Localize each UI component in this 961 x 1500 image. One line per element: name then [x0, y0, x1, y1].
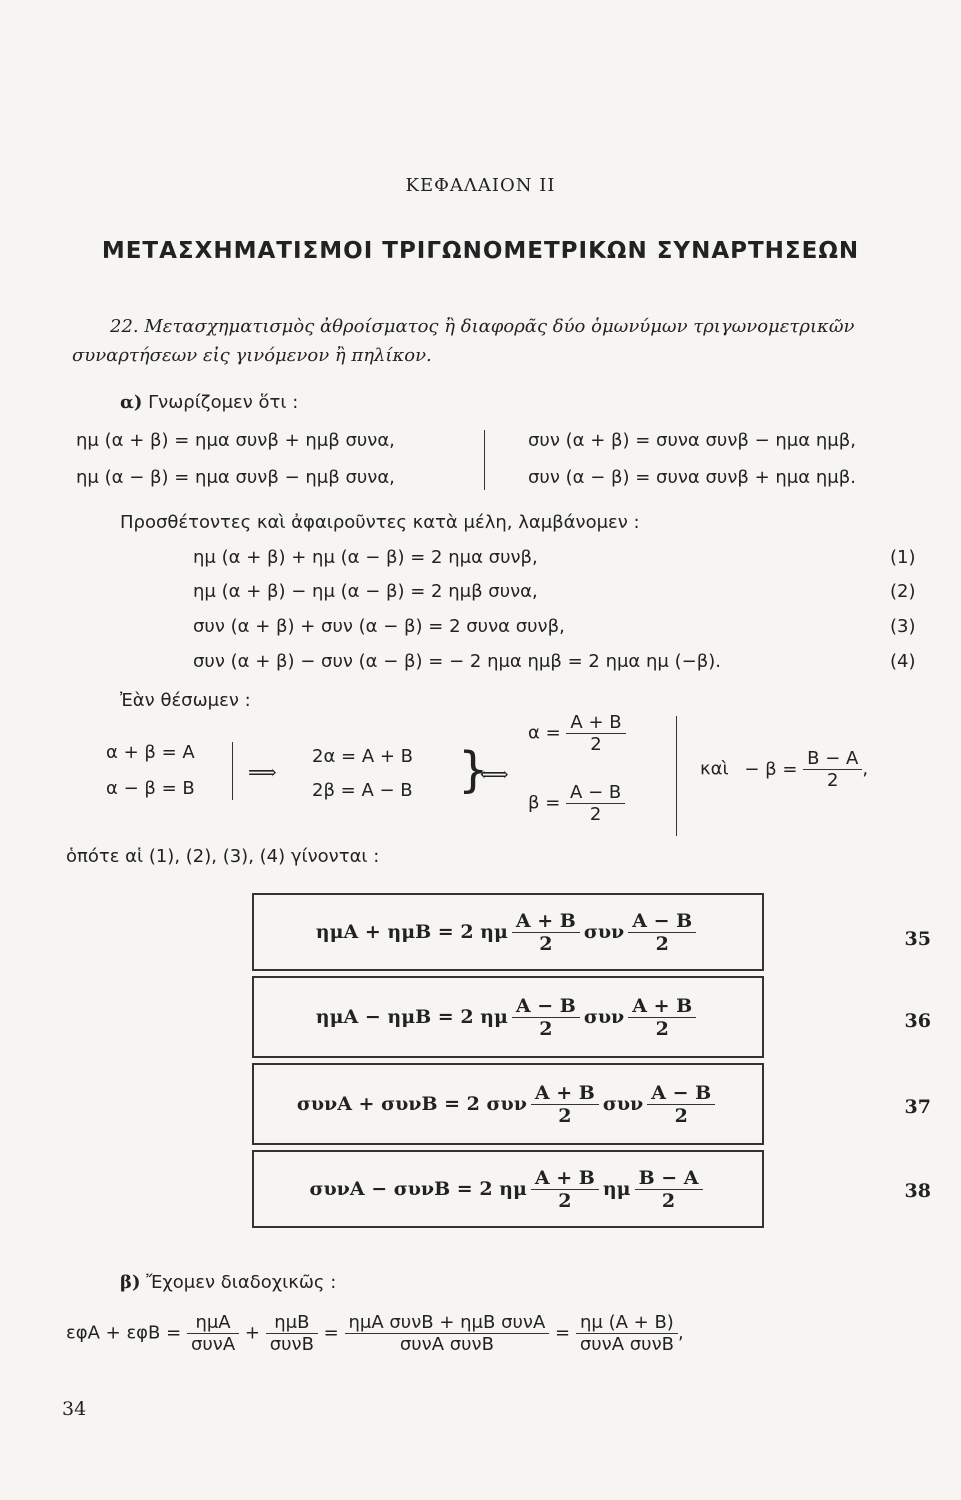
tangent-term3 — [345, 1312, 550, 1355]
formula-35-lhs: ημA + ημB = 2 ημ — [315, 921, 508, 943]
alpha-fraction — [566, 712, 625, 755]
tangent-term1-num: ημA — [195, 1312, 231, 1333]
substitution-bar — [232, 742, 233, 800]
formula-35-mid: συν — [583, 921, 625, 943]
part-b-intro — [120, 1272, 336, 1293]
equation-1: ημ (α + β) + ημ (α − β) = 2 ημα συνβ, — [193, 547, 538, 568]
formula-number-35: 35 — [904, 928, 931, 950]
equivalence-arrow: ⟺ — [480, 762, 509, 786]
equation-4: συν (α + β) − συν (α − β) = − 2 ημα ημβ = 2 ημα ημ (−β). — [193, 651, 721, 672]
formula-35-frac1-den: 2 — [512, 932, 580, 955]
formula-35-frac2 — [628, 910, 696, 955]
system-brace: } — [458, 742, 489, 798]
formula-37-frac1 — [531, 1082, 599, 1127]
formula-38-frac2-num: B − A — [638, 1166, 699, 1189]
tangent-sum-equation — [66, 1312, 684, 1355]
formula-35-frac2-num: A − B — [632, 909, 693, 932]
formula-number-37: 37 — [904, 1096, 931, 1118]
tangent-lhs: εφA + εφB = — [66, 1322, 182, 1344]
tangent-term2 — [266, 1312, 318, 1355]
tangent-term2-num: ημB — [274, 1312, 310, 1333]
beta-lhs: β = — [528, 792, 561, 814]
formula-37-frac2-num: A − B — [651, 1081, 712, 1104]
tangent-term3-den: συνA συνB — [345, 1333, 550, 1355]
identity-left-2: ημ (α − β) = ημα συνβ − ημβ συνα, — [76, 467, 395, 488]
equation-4-number: (4) — [890, 651, 916, 672]
identity-left-1: ημ (α + β) = ημα συνβ + ημβ συνα, — [76, 430, 395, 451]
system-1: 2α = A + B — [312, 746, 414, 767]
formula-35-frac2-den: 2 — [628, 932, 696, 955]
formula-38-frac1-den: 2 — [531, 1189, 599, 1212]
solution-bar — [676, 716, 677, 836]
tangent-term4-den: συνA συνB — [576, 1333, 678, 1355]
tangent-term3-num: ημA συνB + ημB συνA — [348, 1312, 546, 1333]
equation-2: ημ (α + β) − ημ (α − β) = 2 ημβ συνα, — [193, 581, 538, 602]
formula-36-frac2 — [628, 995, 696, 1040]
tangent-plus: + — [244, 1322, 260, 1344]
if-set-text: Ἐὰν θέσωμεν : — [120, 690, 251, 711]
formula-36-mid: συν — [583, 1006, 625, 1028]
formula-number-36: 36 — [904, 1010, 931, 1032]
beta-fraction — [566, 782, 625, 825]
equation-3-number: (3) — [890, 616, 916, 637]
tangent-comma: , — [677, 1322, 684, 1344]
formula-36-frac2-den: 2 — [628, 1017, 696, 1040]
and-word: καὶ — [700, 758, 729, 780]
formula-number-38: 38 — [904, 1180, 931, 1202]
negbeta-comma: , — [862, 758, 869, 780]
beta-numerator: A − B — [570, 782, 622, 803]
substitution-2: α − β = B — [106, 778, 195, 799]
negbeta-solution — [700, 748, 868, 791]
section-heading-line2: συναρτήσεων εἰς γινόμενον ἢ πηλίκον. — [72, 345, 432, 366]
formula-36-frac1 — [512, 995, 580, 1040]
then-text: ὁπότε αἱ (1), (2), (3), (4) γίνονται : — [66, 846, 380, 867]
formula-38-frac1 — [531, 1167, 599, 1212]
formula-38-frac2 — [635, 1167, 703, 1212]
tangent-term1 — [187, 1312, 239, 1355]
formula-36-frac2-num: A + B — [632, 994, 693, 1017]
tangent-term4 — [576, 1312, 678, 1355]
formula-36-frac1-num: A − B — [515, 994, 576, 1017]
formula-box-36 — [252, 976, 764, 1058]
beta-denominator: 2 — [566, 803, 625, 825]
formula-38-lhs: συνA − συνB = 2 ημ — [309, 1178, 527, 1200]
chapter-label: ΚΕΦΑΛΑΙΟΝ ΙΙ — [405, 175, 556, 196]
formula-37-frac1-num: A + B — [534, 1081, 595, 1104]
equation-1-number: (1) — [890, 547, 916, 568]
tangent-term2-den: συνB — [266, 1333, 318, 1355]
formula-36-frac1-den: 2 — [512, 1017, 580, 1040]
equation-3: συν (α + β) + συν (α − β) = 2 συνα συνβ, — [193, 616, 565, 637]
implies-arrow: ⟹ — [248, 760, 277, 784]
identity-divider — [484, 430, 485, 490]
part-a-intro-text: Γνωρίζομεν ὅτι : — [148, 392, 299, 413]
identity-right-1: συν (α + β) = συνα συνβ − ημα ημβ, — [528, 430, 856, 451]
tangent-eq2: = — [555, 1322, 571, 1344]
chapter-title: ΜΕΤΑΣΧΗΜΑΤΙΣΜΟΙ ΤΡΙΓΩΝΟΜΕΤΡΙΚΩΝ ΣΥΝΑΡΤΗΣΕΩΝ — [101, 238, 860, 264]
substitution-1: α + β = A — [106, 742, 195, 763]
part-b-label: β) — [120, 1272, 141, 1293]
formula-38-mid: ημ — [602, 1178, 631, 1200]
formula-box-37 — [252, 1063, 764, 1145]
system-2: 2β = A − B — [312, 780, 413, 801]
page-number: 34 — [62, 1398, 87, 1420]
formula-box-38 — [252, 1150, 764, 1228]
tangent-eq1: = — [323, 1322, 339, 1344]
formula-37-frac1-den: 2 — [531, 1104, 599, 1127]
part-a-label: α) — [120, 392, 143, 413]
equation-2-number: (2) — [890, 581, 916, 602]
section-heading-line1: 22. Μετασχηματισμὸς ἀθροίσματος ἢ διαφορᾶς δύο ὁμωνύμων τριγωνομετρικῶν — [110, 316, 855, 337]
formula-37-frac2-den: 2 — [647, 1104, 715, 1127]
tangent-term4-num: ημ (A + B) — [580, 1312, 674, 1333]
beta-solution — [528, 782, 625, 825]
formula-35-frac1 — [512, 910, 580, 955]
formula-box-35 — [252, 893, 764, 971]
identity-right-2: συν (α − β) = συνα συνβ + ημα ημβ. — [528, 467, 856, 488]
negbeta-lhs: − β = — [744, 758, 798, 780]
part-b-intro-text: Ἔχομεν διαδοχικῶς : — [146, 1272, 337, 1293]
negbeta-fraction — [803, 748, 862, 791]
alpha-denominator: 2 — [566, 733, 625, 755]
alpha-solution — [528, 712, 626, 755]
part-a-intro — [120, 392, 298, 413]
negbeta-denominator: 2 — [803, 769, 862, 791]
adding-text: Προσθέτοντες καὶ ἀφαιροῦντες κατὰ μέλη, λαμβάνομεν : — [120, 512, 640, 533]
alpha-numerator: A + B — [570, 712, 622, 733]
tangent-term1-den: συνA — [187, 1333, 239, 1355]
formula-37-lhs: συνA + συνB = 2 συν — [296, 1093, 527, 1115]
formula-35-frac1-num: A + B — [515, 909, 576, 932]
formula-38-frac2-den: 2 — [635, 1189, 703, 1212]
formula-38-frac1-num: A + B — [534, 1166, 595, 1189]
formula-36-lhs: ημA − ημB = 2 ημ — [315, 1006, 508, 1028]
formula-37-frac2 — [647, 1082, 715, 1127]
formula-37-mid: συν — [602, 1093, 644, 1115]
negbeta-numerator: B − A — [807, 748, 859, 769]
alpha-lhs: α = — [528, 722, 561, 744]
